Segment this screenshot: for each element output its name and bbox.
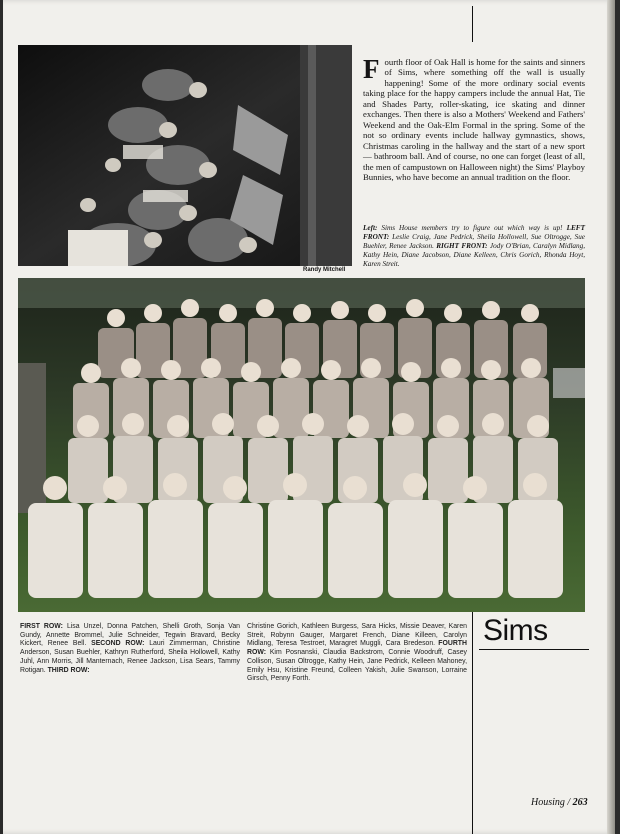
top-vertical-rule bbox=[472, 6, 473, 42]
names-column-right bbox=[247, 623, 467, 684]
group-photo-image bbox=[18, 278, 585, 612]
caption-left-front-label: LEFT FRONT: bbox=[363, 224, 585, 241]
first-row-label: FIRST ROW: bbox=[20, 623, 63, 630]
second-row-label: SECOND ROW: bbox=[91, 640, 145, 648]
first-row-names: Lisa Unzel, Donna Patchen, Shelli Groth, Sonja Van Gundy, Annette Brommel, Julie Schneider, Tegwin Bravard, Becky Kickert, Renee Bell. bbox=[20, 623, 240, 648]
top-photo-image bbox=[18, 45, 352, 266]
bottom-vertical-rule bbox=[472, 612, 473, 834]
page-folio bbox=[531, 797, 588, 808]
caption-lead-label: Left: bbox=[363, 224, 378, 232]
third-row-names: Christine Gorich, Kathleen Burgess, Sara Hicks, Missie Deaver, Karen Streit, Robynn Gauger, Margaret French, Diane Killeen, Carolyn Midlang, Teresa Testroet, Maragret Muggli, Cara Bredeson. bbox=[247, 623, 467, 648]
fourth-row-names: Kim Posnanski, Claudia Backstrom, Connie Woodruff, Casey Collison, Susan Oltrogge, Kathy Hein, Jane Pedrick, Kelleen Mahoney, Emily Hsu, Kristine Freund, Colleen Yakish, Julie Swanson, Lorraine Girsch, Penny Forth. bbox=[247, 649, 467, 683]
story-body: ourth floor of Oak Hall is home for the saints and sinners of Sims, where something off the wall is usually happening! Some of the more ordinary social events taking place for the happy campers include the annual Hat, Tie and Shades Party, roller-skating, ice skating and dinner exchanges. Then there is also a Mothers' Weekend and Fathers' Weekend and the Oak-Elm Formal in the spring. Some of the not so ordinary events include hallway gymnastics, shows, Christmas caroling in the hallway and the start of a new sport — bathroom ball. And of course, no one can forget (least of all, the men of campustown on Halloween night) the Sims' Playboy Bunnies, who have become an annual tradition on the floor. bbox=[363, 57, 585, 182]
page-number: 263 bbox=[572, 797, 588, 808]
second-row-names: Lauri Zimmerman, Christine Anderson, Susan Buehler, Kathryn Rutherford, Sheila Hollowell, Kathy Juhl, Ann Morris, Jill Manternach, Renee Jackson, Lisa Sears, Tammy Rotigan. bbox=[20, 640, 241, 674]
caption-right-front-names: Jody O'Brian, Caralyn Midlang, Kathy Hein, Diane Jacobson, Diane Kelleen, Chris Gorich, Rhonda Hoyt, Karen Streit. bbox=[363, 241, 586, 268]
top-photo-caption bbox=[363, 224, 585, 269]
yearbook-page bbox=[3, 0, 615, 834]
story-text bbox=[363, 54, 585, 182]
caption-lead-text: Sims House members try to figure out which way is up! bbox=[381, 224, 563, 232]
folio-section: Housing / bbox=[531, 797, 571, 808]
photo-credit: Randy Mitchell bbox=[303, 267, 346, 273]
names-column-left bbox=[20, 623, 240, 675]
caption-right-front-label: RIGHT FRONT: bbox=[436, 241, 488, 250]
group-photo bbox=[18, 278, 585, 612]
drop-cap: F bbox=[363, 54, 380, 84]
top-photo bbox=[18, 45, 352, 266]
caption-left-front-names: Leslie Craig, Jane Pedrick, Sheila Hollowell, Sue Oltrogge, Sue Buehler, Renee Jackson. bbox=[363, 232, 585, 250]
section-title-rule bbox=[479, 649, 589, 650]
third-row-label: THIRD ROW: bbox=[47, 666, 90, 674]
fourth-row-label: FOURTH ROW: bbox=[247, 640, 467, 657]
binding-edge bbox=[607, 0, 615, 834]
section-title: Sims bbox=[483, 614, 548, 647]
